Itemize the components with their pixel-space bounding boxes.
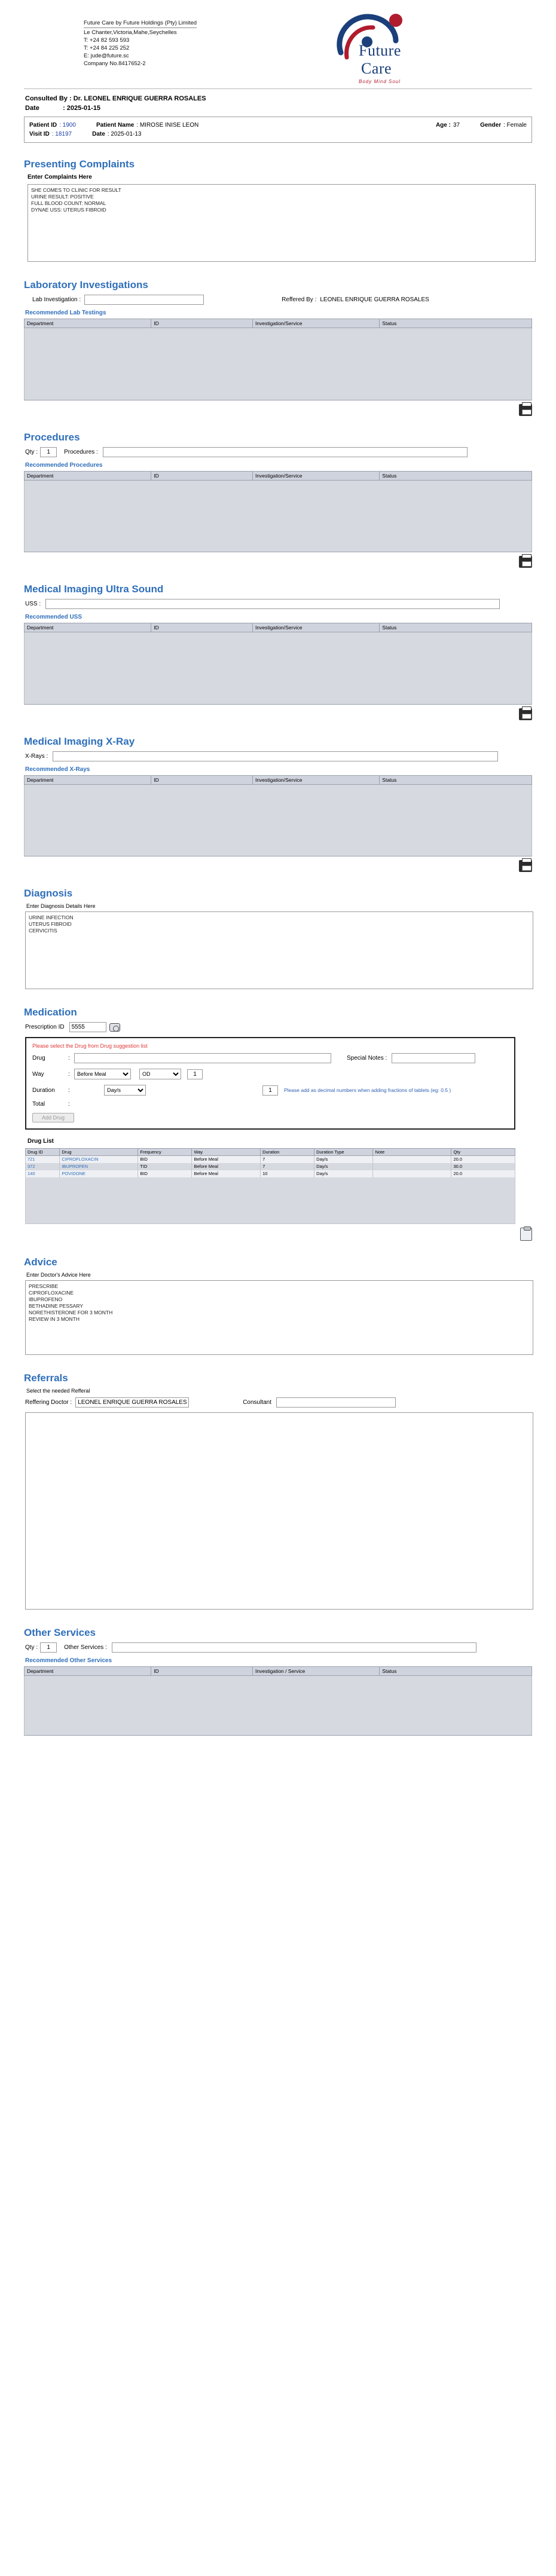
drug-input[interactable] xyxy=(74,1053,331,1063)
xray-recommended-label: Recommended X-Rays xyxy=(25,766,90,773)
visit-id-label: Visit ID xyxy=(29,131,50,137)
drug-row-way: Before Meal xyxy=(192,1156,261,1163)
frequency-select[interactable] xyxy=(139,1069,181,1079)
company-email: E: jude@future.sc xyxy=(84,53,129,59)
lab-investigation-label: Lab Investigation : xyxy=(32,296,81,303)
diagnosis-textarea[interactable] xyxy=(25,911,533,989)
uss-recommended-label: Recommended USS xyxy=(25,614,83,620)
procedures-field-label: Procedures : xyxy=(64,448,98,455)
consulted-by-value: Dr. LEONEL ENRIQUE GUERRA ROSALES xyxy=(73,95,206,102)
drug-row-freq: BID xyxy=(138,1156,192,1163)
lab-reffered-value: LEONEL ENRIQUE GUERRA ROSALES xyxy=(320,296,429,303)
drug-list-label: Drug List xyxy=(28,1138,54,1145)
xray-input[interactable] xyxy=(53,751,498,761)
drug-row-id: 372 xyxy=(26,1163,60,1170)
header-divider xyxy=(24,88,532,89)
page-header xyxy=(24,0,532,86)
printer-icon[interactable] xyxy=(519,708,532,720)
lab-col-status: Status xyxy=(380,319,532,328)
uss-input-row xyxy=(25,599,532,609)
uss-col-service: Investigation/Service xyxy=(253,623,380,632)
logo-tagline: Body Mind Soul xyxy=(359,79,401,84)
drug-row: Drug : Special Notes : xyxy=(32,1053,508,1063)
procedures-qty-input[interactable] xyxy=(40,447,57,457)
procedures-col-id: ID xyxy=(151,471,253,480)
prescription-id-input[interactable] xyxy=(69,1022,106,1032)
camera-icon[interactable] xyxy=(109,1023,120,1032)
uss-field-label: USS : xyxy=(25,601,41,607)
patient-info-box xyxy=(24,117,532,143)
drug-row-qty: 20.0 xyxy=(451,1170,515,1177)
referring-doctor-label: Reffering Doctor : xyxy=(25,1399,72,1406)
consultant-label: Consultant xyxy=(243,1399,271,1406)
other-col-id: ID xyxy=(151,1666,253,1675)
procedures-col-service: Investigation/Service xyxy=(253,471,380,480)
drug-list-table xyxy=(25,1148,515,1177)
procedures-recommended-label: Recommended Procedures xyxy=(25,461,103,469)
patient-age-label: Age : xyxy=(435,122,451,129)
section-title-referrals: Referrals xyxy=(24,1372,68,1384)
section-title-uss: Medical Imaging Ultra Sound xyxy=(24,583,164,595)
drug-col-duration-type: Duration Type xyxy=(314,1149,373,1156)
uss-table-body-row xyxy=(25,632,532,704)
xray-col-id: ID xyxy=(151,775,253,784)
referring-doctor-input[interactable] xyxy=(75,1397,189,1408)
patient-age-value: 37 xyxy=(453,122,460,129)
drug-row-way: Before Meal xyxy=(192,1170,261,1177)
drug-row-name: CIPROFLOXACIN xyxy=(60,1156,138,1163)
drug-row-freq: TID xyxy=(138,1163,192,1170)
visit-date-value: : 2025-01-13 xyxy=(107,131,142,137)
other-col-service: Investigation / Service xyxy=(253,1666,380,1675)
printer-icon[interactable] xyxy=(519,860,532,872)
section-title-xray: Medical Imaging X-Ray xyxy=(24,735,135,747)
other-qty-label: Qty : xyxy=(25,1644,38,1651)
drug-col-duration: Duration xyxy=(261,1149,314,1156)
procedures-input[interactable] xyxy=(103,447,468,457)
drug-col-qty: Qty xyxy=(451,1149,515,1156)
way-select[interactable] xyxy=(74,1069,131,1079)
section-title-medication: Medication xyxy=(24,1006,77,1018)
way-label: Way xyxy=(32,1070,44,1078)
uss-col-department: Department xyxy=(25,623,151,632)
logo-secondary-text: Care xyxy=(361,60,392,77)
special-notes-input[interactable] xyxy=(392,1053,475,1063)
patient-gender-value: : Female xyxy=(503,122,527,129)
other-services-input-row xyxy=(25,1642,532,1653)
patient-name-label: Patient Name xyxy=(96,122,135,129)
procedures-table-wrap xyxy=(24,471,532,553)
other-col-status: Status xyxy=(380,1666,532,1675)
other-recommended-label: Recommended Other Services xyxy=(25,1657,112,1664)
procedures-table xyxy=(24,471,532,552)
patient-id-value: : 1900 xyxy=(59,122,76,129)
section-title-procedures: Procedures xyxy=(24,431,80,443)
diagnosis-sub-label: Enter Diagnosis Details Here xyxy=(26,903,96,909)
medication-entry-box xyxy=(25,1037,515,1130)
patient-gender-label: Gender xyxy=(480,122,502,129)
drug-row-note xyxy=(373,1156,451,1163)
other-table-body-row xyxy=(25,1675,532,1735)
table-row[interactable] xyxy=(26,1163,515,1170)
drug-row-id: 721 xyxy=(26,1156,60,1163)
special-notes-label: Special Notes : xyxy=(347,1055,387,1061)
xray-col-department: Department xyxy=(25,775,151,784)
xray-table-wrap xyxy=(24,775,532,857)
lab-col-id: ID xyxy=(151,319,253,328)
patient-name-value: : MIROSE INISE LEON xyxy=(136,122,199,129)
other-table-wrap xyxy=(24,1666,532,1736)
company-details xyxy=(24,11,287,68)
drug-row-note xyxy=(373,1170,451,1177)
other-qty-input[interactable] xyxy=(40,1642,57,1653)
xray-table xyxy=(24,775,532,856)
frequency-qty-input[interactable] xyxy=(187,1069,203,1079)
section-title-advice: Advice xyxy=(24,1256,57,1268)
table-row[interactable] xyxy=(26,1170,515,1177)
advice-sub-label: Enter Doctor's Advice Here xyxy=(26,1271,91,1278)
referrals-sub-label: Select the needed Refferal xyxy=(26,1387,90,1394)
patient-row-1 xyxy=(29,121,527,130)
drug-row-duration: 7 xyxy=(261,1156,314,1163)
advice-textarea[interactable] xyxy=(25,1280,533,1355)
prescription-id-row xyxy=(25,1022,532,1032)
printer-icon[interactable] xyxy=(519,556,532,568)
procedures-qty-label: Qty : xyxy=(25,448,38,455)
visit-id-value: : 18197 xyxy=(51,131,72,137)
xray-col-service: Investigation/Service xyxy=(253,775,380,784)
lab-investigation-input[interactable] xyxy=(84,295,204,305)
prescription-id-label: Prescription ID xyxy=(25,1024,65,1030)
uss-input[interactable] xyxy=(45,599,500,609)
logo-primary-text: Future xyxy=(359,42,401,59)
total-label: Total xyxy=(32,1101,45,1108)
uss-table xyxy=(24,623,532,704)
procedures-table-body-row xyxy=(25,480,532,552)
complaints-textarea[interactable] xyxy=(28,184,536,262)
section-title-diagnosis: Diagnosis xyxy=(24,888,73,899)
xray-input-row xyxy=(25,751,532,761)
add-drug-button[interactable]: Add Drug xyxy=(32,1113,74,1122)
consult-date-label: Date xyxy=(25,105,39,112)
other-field-label: Other Services : xyxy=(64,1644,107,1651)
drug-row-duration: 10 xyxy=(261,1170,314,1177)
logo-block xyxy=(287,11,532,82)
duration-hint: Please add as decimal numbers when adding fractions of tablets (eg: 0.5 ) xyxy=(284,1087,451,1093)
drug-row-dtype: Day/s xyxy=(314,1163,373,1170)
lab-col-department: Department xyxy=(25,319,151,328)
lab-table-wrap xyxy=(24,319,532,400)
way-row: Way : Before Meal OD 1 xyxy=(32,1069,508,1079)
printer-icon[interactable] xyxy=(519,404,532,416)
drug-row-duration: 7 xyxy=(261,1163,314,1170)
uss-col-id: ID xyxy=(151,623,253,632)
drug-row-way: Before Meal xyxy=(192,1163,261,1170)
company-address: Le Chanter,Victoria,Mahe,Seychelles xyxy=(84,29,177,36)
drug-row-qty: 20.0 xyxy=(451,1156,515,1163)
procedures-input-row xyxy=(25,447,532,457)
drug-col-note: Note xyxy=(373,1149,451,1156)
duration-row: Duration : Day/s 1 Please add as decimal numbers when adding fractions of tablets (eg: 0.5 ) xyxy=(32,1085,508,1096)
referral-notes-textarea[interactable] xyxy=(25,1412,533,1610)
company-phone-1: T: +24 82 593 593 xyxy=(84,37,130,44)
drug-label: Drug xyxy=(32,1055,45,1061)
drug-col-id: Drug ID xyxy=(26,1149,60,1156)
drug-row-id: 140 xyxy=(26,1170,60,1177)
uss-table-wrap xyxy=(24,623,532,705)
patient-id-label: Patient ID xyxy=(29,122,57,129)
company-number: Company No.8417652-2 xyxy=(84,60,146,67)
consult-date-row xyxy=(25,105,532,112)
drug-col-way: Way xyxy=(192,1149,261,1156)
drug-col-frequency: Frequency xyxy=(138,1149,192,1156)
company-phone-2: T: +24 84 225 252 xyxy=(84,45,130,51)
drug-list-empty-area xyxy=(25,1177,515,1224)
table-row[interactable] xyxy=(26,1156,515,1163)
drug-row-freq: BID xyxy=(138,1170,192,1177)
referring-doctor-row xyxy=(25,1397,532,1408)
clipboard-icon[interactable] xyxy=(520,1228,532,1241)
consulted-by-label: Consulted By : xyxy=(25,95,72,102)
drug-row-qty: 30.0 xyxy=(451,1163,515,1170)
other-services-input[interactable] xyxy=(112,1642,476,1653)
complaints-sub-label: Enter Complaints Here xyxy=(28,174,92,180)
consultant-input[interactable] xyxy=(276,1397,396,1408)
lab-table-body-row xyxy=(25,328,532,400)
other-services-table xyxy=(24,1666,532,1736)
drug-row-dtype: Day/s xyxy=(314,1170,373,1177)
procedures-col-department: Department xyxy=(25,471,151,480)
xray-field-label: X-Rays : xyxy=(25,752,48,760)
lab-recommended-label: Recommended Lab Testings xyxy=(25,310,106,316)
duration-qty-input[interactable] xyxy=(262,1085,278,1096)
lab-col-service: Investigation/Service xyxy=(253,319,380,328)
uss-col-status: Status xyxy=(380,623,532,632)
xray-col-status: Status xyxy=(380,775,532,784)
total-row: Total : xyxy=(32,1101,70,1108)
patient-row-2 xyxy=(29,130,527,139)
company-name: Future Care by Future Holdings (Pty) Limited xyxy=(84,19,197,28)
section-title-complaints: Presenting Complaints xyxy=(24,158,135,170)
xray-table-body-row xyxy=(25,784,532,856)
duration-label: Duration xyxy=(32,1087,55,1094)
drug-row-dtype: Day/s xyxy=(314,1156,373,1163)
section-title-lab: Laboratory Investigations xyxy=(24,279,148,290)
drug-warning-text: Please select the Drug from Drug suggestion list xyxy=(32,1043,148,1049)
drug-row-name: IBUPROFEN xyxy=(60,1163,138,1170)
drug-col-drug: Drug xyxy=(60,1149,138,1156)
consult-date-value: : 2025-01-15 xyxy=(63,105,101,112)
lab-table xyxy=(24,319,532,400)
duration-type-select[interactable] xyxy=(104,1085,146,1096)
other-col-department: Department xyxy=(25,1666,151,1675)
section-title-other-services: Other Services xyxy=(24,1626,96,1638)
consulted-by-row xyxy=(25,95,532,102)
procedures-col-status: Status xyxy=(380,471,532,480)
lab-investigation-row xyxy=(32,295,532,305)
drug-row-note xyxy=(373,1163,451,1170)
visit-date-label: Date xyxy=(92,131,105,137)
drug-row-name: POVIDONE xyxy=(60,1170,138,1177)
lab-reffered-label: Reffered By : xyxy=(282,296,317,303)
